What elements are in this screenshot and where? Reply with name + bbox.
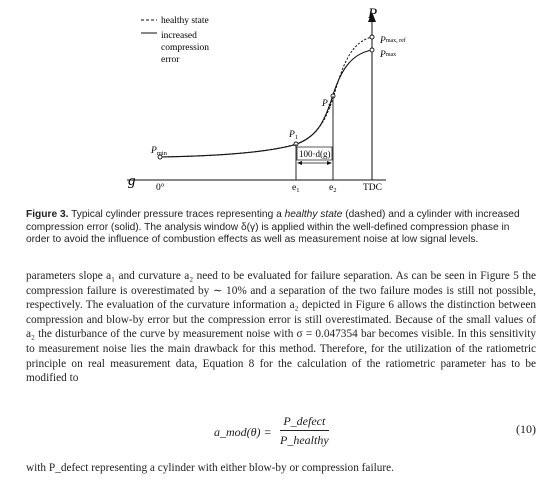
healthy-state-curve <box>160 37 372 157</box>
y-axis-label: P <box>368 6 378 22</box>
point-pmax <box>370 48 374 52</box>
body-paragraph-text: parameters slope a₁ and curvature a₂ need to be evaluated for failure separation. As can be seen in Figure 5 the compression failure is overestimated by ∼ 10% and a separation of the two failure modes is still not possible, respectively. The evaluation of the curvature information a₂ depicted in Figure 6 allows the distinction between compression and blow-by error but the compression error is still overestimated. Because of the small values of a₂ the disturbance of the curve by measurement noise with σ = 0.047354 bar becomes visible. In this sensitivity to measurement noise lies the main drawback for this method. Therefore, for the utilization of the ratiometric principle on real measurement data, Equation 8 for the calculation of the ratiometric parameter has to be modified to <box>26 270 536 385</box>
pressure-trace-figure <box>0 0 558 205</box>
point-pmax-ref <box>370 35 374 39</box>
label-p2: $P_2$ <box>322 99 332 110</box>
tick-e2: $e_2$ <box>329 183 337 194</box>
legend-solid-label-line-1: increased <box>161 31 197 41</box>
caption-text-2: (dashed) and a cylinder with increased compression error (solid). The analysis window δ(γ) is applied within the well-defined compression phase in order to avoid the influence of combustion effects as well as measurement noise at low signal levels. <box>26 209 520 246</box>
window-label: 100·d(g) <box>299 149 331 159</box>
figure-caption <box>26 209 526 247</box>
tick-tdc: TDC <box>363 183 382 193</box>
label-p1: $P_1$ <box>289 130 299 141</box>
label-pmax-ref: Pmax, ref <box>380 36 406 46</box>
caption-healthy: healthy state <box>284 209 343 220</box>
caption-text-1: Typical cylinder pressure traces representing a <box>68 209 285 220</box>
tick-e1: $e_1$ <box>292 183 300 194</box>
compression-error-curve <box>160 50 372 157</box>
equation-lhs: a_mod(θ) = <box>214 425 272 439</box>
legend-solid-label-line-3: error <box>161 55 180 65</box>
equation-number: (10) <box>516 422 536 436</box>
equation-numerator: P_defect <box>280 414 329 431</box>
legend-dashed-label: healthy state <box>161 16 209 26</box>
legend-solid-label-line-2: compression <box>161 43 210 53</box>
body-paragraph <box>26 269 536 386</box>
label-pmax: Pmax <box>380 50 397 60</box>
window-arrow-right <box>327 161 332 165</box>
label-pmin: $P_{min}$ <box>151 146 167 157</box>
after-equation-text: with P_defect representing a cylinder with either blow-by or compression failure. <box>26 462 394 474</box>
window-arrow-left <box>297 161 302 165</box>
tick-origin: 0° <box>156 183 165 193</box>
caption-label: Figure 3. <box>26 209 69 220</box>
equation-10 <box>26 412 536 454</box>
equation-denominator: P_healthy <box>280 433 329 447</box>
x-axis-label: g <box>128 173 136 189</box>
equation-fraction <box>280 414 329 448</box>
